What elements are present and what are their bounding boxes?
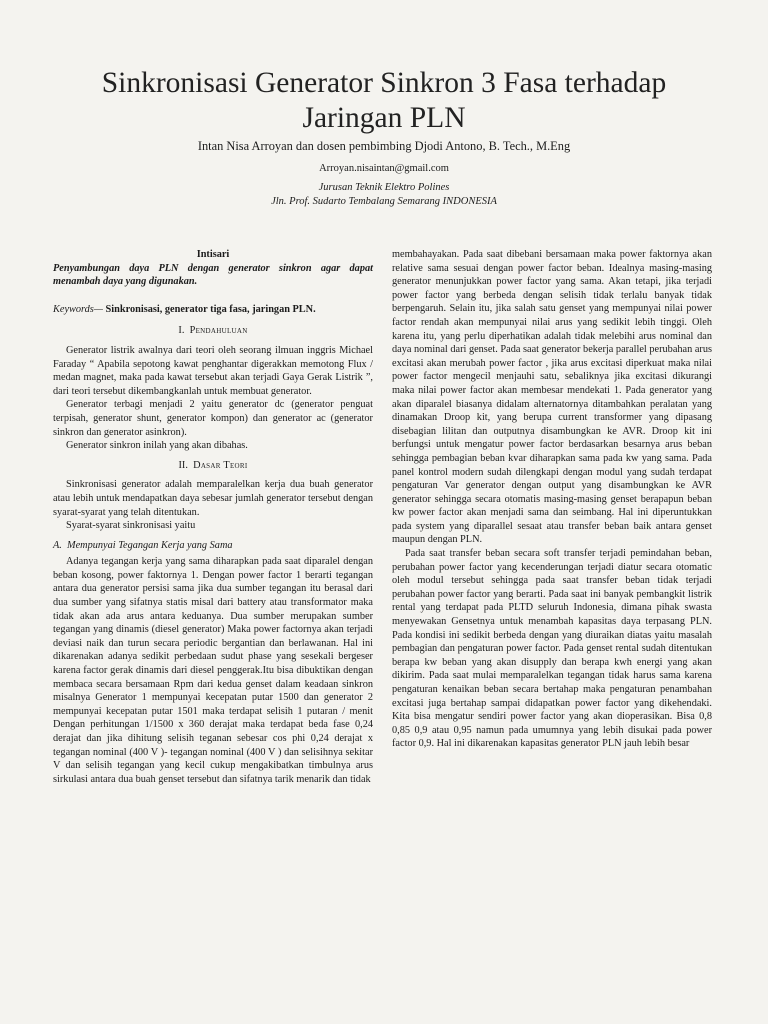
affiliation-department: Jurusan Teknik Elektro Polines bbox=[318, 182, 450, 193]
right-column bbox=[392, 248, 712, 751]
section-heading-1 bbox=[53, 324, 373, 338]
section-1-paragraph-2: Generator terbagi menjadi 2 yaitu generator dc (generator penguat terpisah, generator shunt, generator kompon) dan generator ac (generator sinkron dan generator asinkron). bbox=[53, 399, 373, 438]
section-2-number: II. bbox=[178, 459, 188, 471]
affiliation-address: Jln. Prof. Sudarto Tembalang Semarang INDONESIA bbox=[271, 196, 497, 207]
subsection-a-paragraph-1: Adanya tegangan kerja yang sama diharapkan pada saat diparalel dengan beban kosong, power faktornya 1. Dengan power factor 1 berarti tegangan antara dua generator persisi sama jika dua sumber tegangan itu berasal dari dua sumber yang sifatnya statis misal dari battery atau transformator maka tidak akan ada arus antara keduanya. Dua sumber merupakan sumber tegangan yang dinamis (diesel generator) Maka power factornya akan terjadi deviasi naik dan turun secara periodic bergantian dan berlawanan. Hal ini dikarenakan adanya sedikit perbedaan sudut phase yang sesekali bergeser karena factor gerak dinamis dari diesel penggerak.Itu bisa dibuktikan dengan membaca secara bersamaan Rpm dari kedua genset dalam keadaan sinkron misalnya Generator 1 mempunyai kecepatan putar 1500 dan generator 2 mempunyai kecepatan putar 1501 maka terdapat selisih 1 putaran / menit Dengan perhitungan 1/1500 x 360 derajat maka terdapat beda fase 0,24 derajat dan jika dihitung selisih teganan sebesar cos phi 0,24 derajat x tegangan nominal (400 V )- tegangan nominal (400 V ) dan selisihnya sekitar V dan selisih tegangan yang kecil cukup mengakibatkan timbulnya arus sirkulasi antara dua buah genset tersebut dan sifatnya tarik menarik dan tidak bbox=[53, 556, 373, 785]
section-1-title: Pendahuluan bbox=[189, 325, 248, 337]
paper-title bbox=[40, 66, 728, 136]
right-column-paragraph-2: Pada saat transfer beban secara soft transfer terjadi pemindahan beban, perubahan power factor yang kecenderungan terjadi diatur secara otomatic oleh modul tersebut sehingga pada saat transfer beban tidak terjadi perubahan power factor yang berarti. Pada saat ini banyak pembangkit listrik rental yang terdapat pada PLTD seluruh Indonesia, dimana pihak swasta menyewakan Gensetnya untuk menambah kapasitas daya terpasang PLN. Pada kondisi ini sedikit berbeda dengan yang diuraikan diatas yaitu masalah pembagian dan pengaturan power factor. Pada genset rental sudah ditentukan berapa kw beban yang akan disupply dan berapa kwh energi yang akan dikirim. Pada saat mulai memparalelkan tegangan tidak harus sama karena pengaturan kenaikan beban secara bertahap maka pengaturan penambahan excitasi juga bertahap sampai didapatkan power factor yang dikehendaki. Kita bisa mengatur sendiri power factor yang akan dioperasikan. Bisa 0,8 0,85 0,9 atau 0,95 namun pada umumnya yang lebih disukai pada power factor 0,9. Hal ini dikarenakan kapasitas generator PLN jauh lebih besar bbox=[392, 548, 712, 750]
keywords-label: Keywords— bbox=[53, 303, 103, 315]
keywords bbox=[53, 303, 373, 317]
section-1-number: I. bbox=[178, 325, 185, 337]
section-2-title: Dasar Teori bbox=[193, 459, 248, 471]
title-line-2: Jaringan PLN bbox=[302, 102, 466, 134]
section-2-paragraph-2: Syarat-syarat sinkronisasi yaitu bbox=[66, 520, 196, 532]
author-email: Arroyan.nisaintan@gmail.com bbox=[319, 163, 449, 174]
section-heading-2 bbox=[53, 459, 373, 473]
authors: Intan Nisa Arroyan dan dosen pembimbing Djodi Antono, B. Tech., M.Eng bbox=[197, 139, 571, 153]
right-column-paragraph-1: membahayakan. Pada saat dibebani bersamaan maka power faktornya akan relative sama sesuai dengan power factor beban. Idealnya masing-masing generator menunjukkan power factor yang sama. Akan tetapi, jika terjadi power factor yang berbeda dengan selisih tidak terlalu banyak tidak berpengaruh. Selain itu, jika salah satu genset yang mempunyai nilai power factor rendah akan mempunyai nilai arus yang sedikit lebih tinggi. Oleh karena itu, yang perlu diperhatikan adalah tidak melebihi arus nominal dan daya nominal dari genset. Pada saat generator bekerja parallel perubahan arus excitasi akan merubah power factor , jika arus excitasi diperkuat maka nilai power factor mengecil menjauhi satu, sebaliknya jika excitasi dikurangi maka nilai power factor akan membesar mendekati 1. Pada generator yang akan diparalel biasanya didalam alternatornya ditambahkan peralatan yang dinamakan Droop kit, yang berupa current transformer yang dipasang disebagian lilitan dan outputnya disambungkan ke AVR. Droop kit ini berfungsi untuk mengatur power factor berdasarkan besarnya arus beban sehingga pembagian beban kvar diharapkan sama pada kw yang sama. Pada panel kontrol modern sudah dilengkapi dengan modul yang sudah terdapat pengaturan Var generator dengan output yang disambungkan ke AVR generator sehingga secara otomatis masing-masing genset berapapun beban kw power factor akan menjadi sama dan seimbang. Hal ini diperuntukkan pada system yang diparallel sesaat atau transfer beban baik antara genset maupun dengan PLN. bbox=[392, 249, 712, 546]
abstract-heading: Intisari bbox=[196, 249, 230, 260]
section-1-paragraph-1: Generator listrik awalnya dari teori oleh seorang ilmuan inggris Michael Faraday “ Apabila sepotong kawat penghantar digerakkan memotong Flux / medan magnet, maka pada kawat tersebut akan terjadi Gaya Gerak Listrik ”, dari teori tersebut dikembangkanlah untuk membuat generator. bbox=[53, 344, 373, 397]
subsection-heading-a bbox=[53, 539, 373, 553]
left-column bbox=[53, 248, 373, 786]
title-line-1: Sinkronisasi Generator Sinkron 3 Fasa terhadap bbox=[101, 67, 667, 99]
subsection-a-title: Mempunyai Tegangan Kerja yang Sama bbox=[67, 539, 233, 551]
keywords-text: Sinkronisasi, generator tiga fasa, jaringan PLN. bbox=[102, 303, 316, 315]
section-1-paragraph-3: Generator sinkron inilah yang akan dibahas. bbox=[66, 440, 248, 452]
abstract-text: Penyambungan daya PLN dengan generator sinkron agar dapat menambah daya yang digunakan. bbox=[53, 262, 373, 288]
subsection-a-label: A. bbox=[53, 539, 62, 551]
section-2-paragraph-1: Sinkronisasi generator adalah memparalelkan kerja dua buah generator atau lebih untuk mendapatkan daya sebesar jumlah generator tersebut dengan syarat-syarat yang telah ditentukan. bbox=[53, 479, 373, 518]
